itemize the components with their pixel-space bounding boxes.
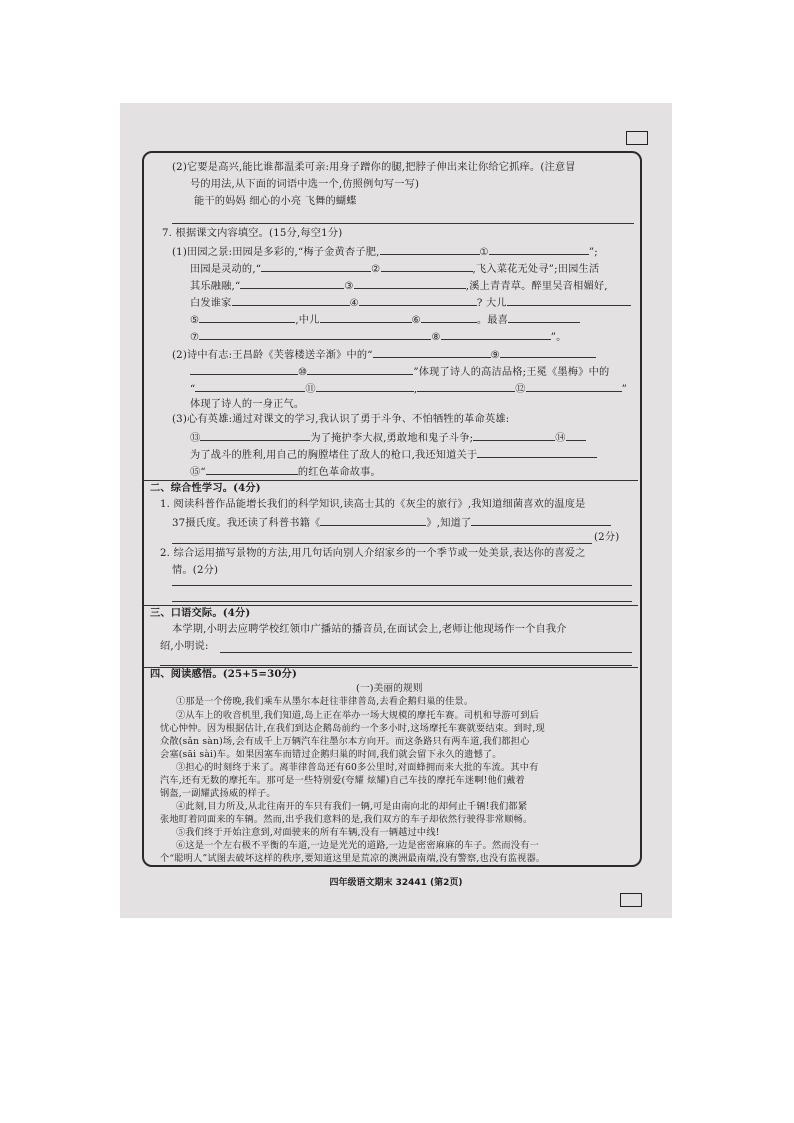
- text: 37摄氏度。我还读了科普书籍《: [172, 518, 321, 529]
- corner-box-top: [626, 131, 648, 145]
- text-line: 体现了诗人的一身正气。: [190, 399, 305, 410]
- section-heading: 二、综合性学习。(4分): [150, 482, 261, 494]
- text-line: 本学期,小明去应聘学校红领巾广播站的播音员,在面试会上,老师让他现场作一个自我介: [172, 624, 567, 635]
- text-line: (2)它要是高兴,能比谁都温柔可亲:用身子蹭你的腿,把脖子伸出来让你给它抓痒。(注意冒: [172, 162, 576, 173]
- text-line: [172, 244, 598, 260]
- text-line: (3)心有英雄:通过对课文的学习,我认识了勇于斗争、不怕牺牲的革命英雄:: [172, 414, 510, 425]
- blank[interactable]: [190, 364, 298, 375]
- blank[interactable]: [508, 312, 580, 323]
- blank[interactable]: [240, 278, 344, 289]
- text: 白发谁家: [190, 298, 232, 309]
- text: 为了掩护李大叔,勇敢地和鬼子斗争;: [310, 433, 474, 444]
- page-footer: 四年级语文期末 32441 (第2页): [329, 878, 463, 888]
- score-label: (2分): [594, 532, 620, 543]
- text-line: [190, 430, 586, 446]
- section-heading: 三、口语交际。(4分): [150, 607, 251, 619]
- text-line: 1. 阅读科普作品能增长我们的科学知识,读高士其的《灰尘的旅行》,我知道细菌喜欢的温度是: [160, 499, 586, 510]
- blank-number: ①: [479, 247, 489, 258]
- blank[interactable]: [206, 464, 298, 475]
- text-line: [172, 347, 596, 363]
- blank[interactable]: [307, 364, 413, 375]
- article-line: ③担心的时刻终于来了。离菲律普岛还有60多公里时,对面蜂拥而来大批的车流。其中有: [176, 762, 539, 773]
- blank-number: ⑭: [555, 433, 566, 444]
- text: ”;: [588, 247, 598, 258]
- text: 田园是灵动的,“: [190, 264, 262, 275]
- blank[interactable]: [232, 295, 350, 306]
- blank[interactable]: [381, 261, 473, 272]
- blank[interactable]: [421, 312, 477, 323]
- article-title: (一)美丽的规则: [356, 683, 423, 694]
- article-line: ⑤我们终于开始注意到,对面驶来的所有车辆,没有一辆越过中线!: [176, 827, 440, 838]
- blank-number: ②: [371, 264, 381, 275]
- article-line: 钢盔,一副耀武扬威的样子。: [160, 788, 276, 799]
- blank[interactable]: [500, 347, 596, 358]
- blank[interactable]: [473, 430, 555, 441]
- text: ”: [621, 384, 628, 395]
- blank-number: ③: [344, 281, 354, 292]
- text: (2)诗中有志:王昌龄《芙蓉楼送辛渐》中的“: [172, 350, 373, 361]
- corner-box-bottom: [620, 893, 642, 907]
- text-line: 号的用法,从下面的词语中选一个,仿照例句写一写): [190, 179, 420, 190]
- article-line: ④此刻,目力所及,从北往南开的车只有我们一辆,可是由南向北的却何止千辆!我们都紧: [176, 801, 528, 812]
- text: (1)田园之景:田园是多彩的,“梅子金黄杏子肥,: [172, 247, 380, 258]
- text: ”。: [550, 332, 567, 343]
- text: ,飞入菜花无处寻”;田园生活: [472, 264, 600, 275]
- blank[interactable]: [320, 312, 412, 323]
- text: “: [200, 467, 206, 478]
- blank-number: ⑬: [190, 433, 201, 444]
- text: “: [190, 384, 196, 395]
- text-line: 2. 综合运用描写景物的方法,用几句话向别人介绍家乡的一个季节或一处美景,表达你的喜爱之: [160, 548, 586, 559]
- text: ,: [413, 384, 418, 395]
- article-line: 忧心忡忡。因为根据估计,在我们到达企鹅岛前约一个多小时,这场摩托车赛就要结束。到时,现: [160, 723, 545, 734]
- text: 为了战斗的胜利,用自己的胸膛堵住了敌人的枪口,我还知道关于: [190, 450, 478, 461]
- text-line: [190, 329, 566, 345]
- text-line: [172, 515, 611, 531]
- blank-number: ⑤: [190, 315, 200, 326]
- blank[interactable]: [354, 278, 466, 289]
- answer-line: [172, 543, 592, 544]
- scanned-page-photo: [120, 103, 672, 918]
- blank-number: ⑨: [490, 350, 501, 361]
- article-line: ⑥这是一个左右极不平衡的车道,一边是光光的道路,一边是密密麻麻的车子。然而没有一: [176, 840, 539, 851]
- section-heading: 四、阅读感悟。(25+5=30分): [150, 668, 298, 680]
- article-line: ②从车上的收音机里,我们知道,岛上正在举办一场大规模的摩托车赛。司机和导游可到后: [176, 710, 539, 721]
- text-line: [190, 295, 631, 311]
- text: 的红色革命故事。: [297, 467, 381, 478]
- text-line: [190, 464, 381, 480]
- blank[interactable]: [489, 244, 589, 255]
- blank-number: ⑥: [411, 315, 421, 326]
- blank-number: ④: [349, 298, 359, 309]
- article-line: 张地盯着同面来的车辆。然而,出乎我们意料的是,我们双方的车子却依然行驶得非常顺畅。: [160, 814, 533, 825]
- blank[interactable]: [320, 515, 426, 526]
- word-choices: 能干的妈妈 细心的小亮 飞舞的蝴蝶: [194, 196, 357, 207]
- blank[interactable]: [359, 295, 477, 306]
- blank[interactable]: [199, 329, 329, 340]
- blank[interactable]: [316, 381, 414, 392]
- text: 其乐融融,“: [190, 281, 241, 292]
- article-line: 会塞(sāi sài)车。如果因塞车而错过企鹅归巢的时间,我们就会留下永久的遗憾了。: [160, 749, 502, 760]
- article-line: 个“聪明人”试图去破坏这样的秩序,要知道这里是荒凉的澳洲最南端,没有警察,也没有监视器。: [160, 853, 546, 864]
- blank-number: ⑮: [190, 467, 201, 478]
- blank[interactable]: [261, 261, 371, 272]
- text: ”体现了诗人的高洁品格;王冕《墨梅》中的: [413, 367, 610, 378]
- text-line: 绍,小明说:: [160, 641, 209, 652]
- blank[interactable]: [373, 347, 491, 358]
- blank[interactable]: [195, 381, 305, 392]
- article-line: 汽车,还有无数的摩托车。那可是一些特别爱(夸耀 炫耀)自己车技的摩托车迷啊!他们戴着: [160, 775, 526, 786]
- blank-number: ⑧: [431, 332, 441, 343]
- blank[interactable]: [200, 430, 310, 441]
- blank[interactable]: [441, 329, 551, 340]
- answer-line: [172, 585, 632, 586]
- blank-number: ⑦: [190, 332, 200, 343]
- blank[interactable]: [199, 312, 295, 323]
- text-line: [190, 278, 608, 294]
- article-line: 众散(sǎn sàn)场,会有成千上万辆汽车往墨尔本方向开。而这条路只有两车道,我们都担心: [160, 736, 530, 747]
- text-line: [190, 447, 597, 463]
- text: ,溪上青青草。醉里吴音相媚好,: [465, 281, 608, 292]
- blank[interactable]: [417, 381, 515, 392]
- text-line: 情。(2分): [172, 565, 219, 576]
- answer-line: [220, 652, 632, 653]
- text: 》,知道了: [426, 518, 472, 529]
- text: ? 大儿: [476, 298, 507, 309]
- blank[interactable]: [526, 381, 622, 392]
- answer-line: [172, 601, 632, 602]
- answer-line: [160, 665, 632, 666]
- blank[interactable]: [380, 244, 480, 255]
- text: 。最喜: [476, 315, 509, 326]
- blank-number: ⑩: [298, 367, 308, 378]
- blank[interactable]: [471, 515, 611, 526]
- text: ,中儿: [295, 315, 320, 326]
- answer-line: [172, 223, 634, 224]
- text-line: [190, 312, 580, 328]
- blank-number: ⑫: [515, 384, 526, 395]
- article-line: ①那是一个傍晚,我们乘车从墨尔本赶往菲律普岛,去看企鹅归巢的佳景。: [176, 696, 474, 707]
- blank[interactable]: [507, 295, 631, 306]
- blank[interactable]: [566, 430, 586, 441]
- blank[interactable]: [329, 329, 431, 340]
- blank-number: ⑪: [305, 384, 316, 395]
- text-line: [190, 364, 609, 380]
- question-7: 7. 根据课文内容填空。(15分,每空1分): [162, 228, 343, 239]
- blank[interactable]: [477, 447, 597, 458]
- text-line: [190, 261, 599, 277]
- text-line: [190, 381, 627, 397]
